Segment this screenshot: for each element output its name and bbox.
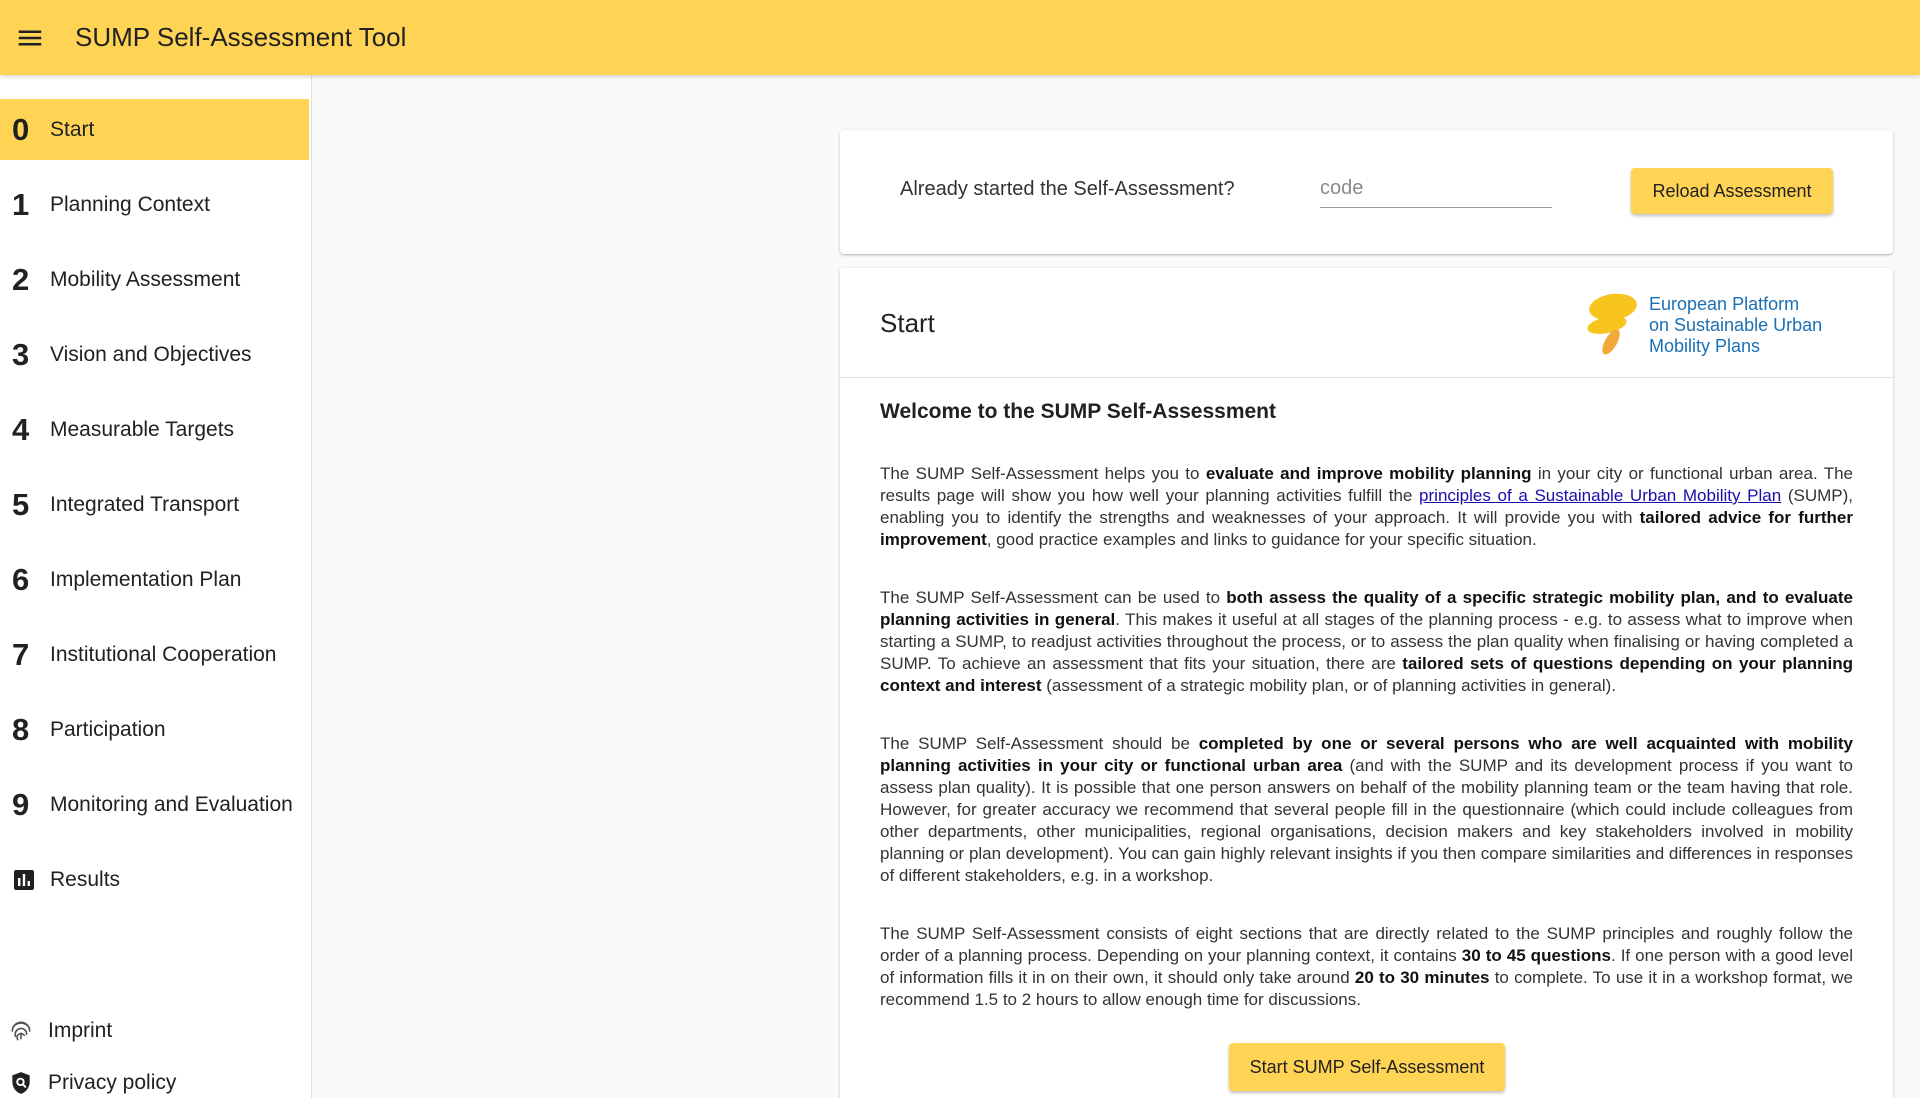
privacy-policy-link[interactable]	[0, 1057, 309, 1098]
sidebar-item-measurable-targets[interactable]	[0, 399, 309, 460]
intro-paragraph-4	[880, 923, 1853, 1011]
imprint-link[interactable]	[0, 1005, 309, 1057]
text: (assessment of a strategic mobility plan, or of planning activities in general).	[1041, 676, 1617, 695]
text: to complete. To use it in a workshop format, we recommend 1.5 to 2 hours to allow enough time for discussions.	[880, 968, 1853, 1009]
code-input[interactable]	[1320, 170, 1552, 208]
logo-mark-icon	[1585, 292, 1643, 358]
sidebar-item-number: 3	[12, 336, 30, 372]
text: , good practice examples and links to guidance for your specific situation.	[986, 530, 1537, 549]
sump-principles-link[interactable]: principles of a Sustainable Urban Mobility Plan	[1419, 486, 1782, 505]
sidebar-item-label: Participation	[50, 717, 166, 741]
sidebar-item-number: 8	[12, 711, 30, 747]
sidebar-item-implementation-plan[interactable]	[0, 549, 309, 610]
logo-line: Mobility Plans	[1649, 335, 1761, 356]
text: The SUMP Self-Assessment consists of eight sections that are directly related to the SUMP principles and roughly follow the order of a planning process. Depending on your planning context, it contains	[880, 924, 1853, 965]
sidebar-item-label: Monitoring and Evaluation	[50, 792, 293, 816]
bold-text: 20 to 30 minutes	[1354, 968, 1490, 987]
sidebar-item-integrated-transport[interactable]	[0, 474, 309, 535]
fingerprint-icon	[8, 1018, 48, 1044]
bold-text: tailored advice for further improvement	[880, 508, 1853, 549]
intro-paragraph-3	[880, 733, 1853, 887]
sidebar-item-number: 1	[12, 186, 30, 222]
text: . This makes it useful at all stages of the planning process - e.g. to assess what to improve when starting a SUMP, to readjust activities throughout the process, or to assess the plan quality when finalising or having completed a SUMP. To achieve an assessment that fits your situation, there are	[880, 610, 1853, 673]
logo-text	[1649, 294, 1822, 357]
sidebar-item-results[interactable]	[0, 849, 309, 910]
sidebar-item-monitoring-evaluation[interactable]	[0, 774, 309, 835]
app-title: SUMP Self-Assessment Tool	[75, 22, 407, 52]
sidebar-item-label: Measurable Targets	[50, 417, 235, 441]
sidebar-nav	[0, 99, 311, 910]
text: The SUMP Self-Assessment helps you to	[880, 464, 1206, 483]
shield-search-icon	[8, 1070, 48, 1096]
sidebar-item-planning-context[interactable]	[0, 174, 309, 235]
privacy-policy-label: Privacy policy	[48, 1071, 177, 1094]
sidebar-item-label: Implementation Plan	[50, 567, 242, 591]
sidebar	[0, 75, 312, 1098]
text: The SUMP Self-Assessment can be used to	[880, 588, 1227, 607]
top-app-bar	[0, 0, 1920, 75]
sidebar-item-label: Mobility Assessment	[50, 267, 241, 291]
sidebar-item-number: 5	[12, 486, 30, 522]
card-body	[840, 378, 1893, 1011]
bold-text: 30 to 45 questions	[1461, 946, 1611, 965]
sidebar-item-label: Vision and Objectives	[50, 342, 252, 366]
card-header	[840, 268, 1893, 378]
sidebar-item-mobility-assessment[interactable]	[0, 249, 309, 310]
sidebar-item-number: 0	[12, 111, 30, 147]
sidebar-item-institutional-cooperation[interactable]	[0, 624, 309, 685]
bold-text: both assess the quality of a specific strategic mobility plan, and to evaluate planning activities in general	[880, 588, 1853, 629]
sidebar-item-number: 4	[12, 411, 30, 447]
page-title: Start	[880, 308, 935, 338]
reload-assessment-card	[840, 130, 1893, 254]
bold-text: evaluate and improve mobility planning	[1205, 464, 1532, 483]
start-assessment-button[interactable]: Start SUMP Self-Assessment	[1229, 1043, 1505, 1091]
sidebar-footer	[0, 1005, 309, 1098]
text: (and with the SUMP and its development process if you want to assess plan quality). It is possible that one person answers on behalf of the mobility planning team or the team having that role. However, for greater accuracy we recommend that several people fill in the questionnaire (which could include colleagues from other departments, other municipalities, regional organisations, decision makers and key stakeholders involved in mobility planning or plan development). You can gain highly relevant insights if you then compare similarities and differences in responses of different stakeholders, e.g. in a workshop.	[880, 756, 1853, 885]
menu-icon[interactable]	[0, 0, 60, 75]
intro-paragraph-1	[880, 463, 1853, 551]
sidebar-item-vision-objectives[interactable]	[0, 324, 309, 385]
start-button-wrap	[1229, 1043, 1505, 1091]
sidebar-item-number: 6	[12, 561, 30, 597]
text: . If one person with a good level of information fills it in on their own, it should only take around	[880, 946, 1853, 987]
sidebar-item-label: Planning Context	[50, 192, 210, 216]
sidebar-item-number: 9	[12, 786, 30, 822]
text: (SUMP), enabling you to identify the strengths and weaknesses of your approach. It will provide you with	[880, 486, 1853, 527]
logo-line: European Platform	[1649, 293, 1800, 314]
reload-assessment-button[interactable]: Reload Assessment	[1631, 168, 1833, 214]
logo-line: on Sustainable Urban	[1649, 314, 1823, 335]
eltis-logo	[1585, 292, 1822, 358]
start-card	[840, 268, 1893, 1098]
intro-paragraph-2	[880, 587, 1853, 697]
welcome-heading: Welcome to the SUMP Self-Assessment	[880, 400, 1277, 423]
reload-question: Already started the Self-Assessment?	[900, 178, 1235, 200]
sidebar-item-label: Start	[50, 117, 95, 141]
sidebar-item-number: 7	[12, 636, 30, 672]
bold-text: completed by one or several persons who are well acquainted with mobility planning activities in your city or functional urban area	[880, 734, 1853, 775]
imprint-label: Imprint	[48, 1019, 113, 1042]
sidebar-item-label: Institutional Cooperation	[50, 642, 277, 666]
bar-chart-icon	[12, 868, 50, 892]
sidebar-item-label: Results	[50, 867, 121, 891]
bold-text: tailored sets of questions depending on your planning context and interest	[880, 654, 1853, 695]
sidebar-item-participation[interactable]	[0, 699, 309, 760]
sidebar-item-number: 2	[12, 261, 30, 297]
text: The SUMP Self-Assessment should be	[880, 734, 1199, 753]
sidebar-item-start[interactable]	[0, 99, 309, 160]
text: in your city or functional urban area. The results page will show you how well your planning activities fulfill the	[880, 464, 1853, 505]
sidebar-item-label: Integrated Transport	[50, 492, 240, 516]
